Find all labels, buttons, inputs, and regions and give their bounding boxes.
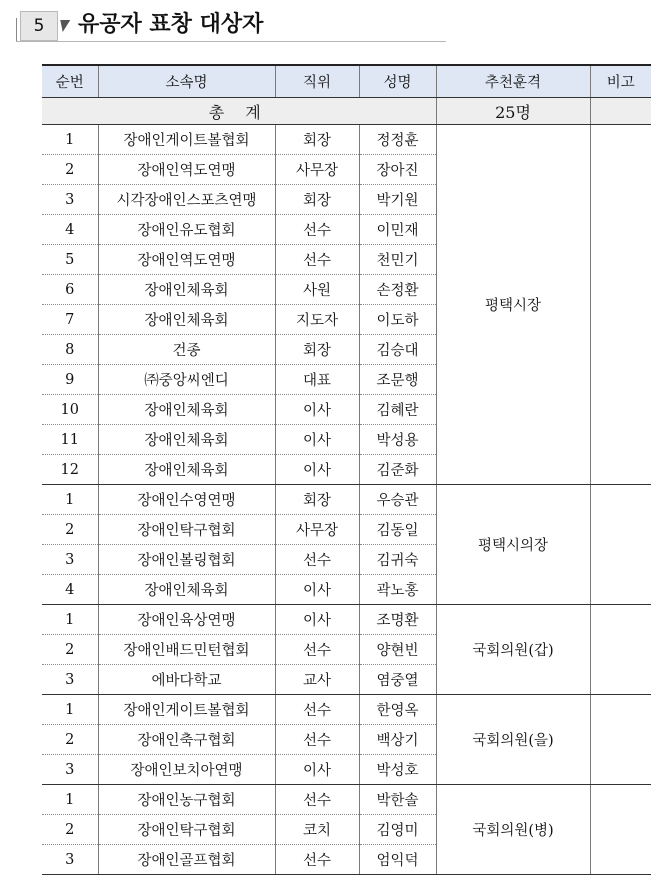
cell-org: 장애인유도협회	[98, 215, 275, 245]
cell-name: 엄익덕	[359, 845, 436, 875]
table-body	[42, 125, 651, 875]
cell-no: 2	[42, 635, 98, 665]
header-no: 순번	[42, 65, 98, 98]
cell-position: 코치	[275, 815, 359, 845]
cell-org: 장애인체육회	[98, 455, 275, 485]
cell-name: 정정훈	[359, 125, 436, 155]
cell-position: 이사	[275, 455, 359, 485]
cell-org: 장애인체육회	[98, 575, 275, 605]
cell-no: 1	[42, 485, 98, 515]
cell-no: 2	[42, 155, 98, 185]
table-row	[42, 785, 651, 815]
cell-org: 장애인체육회	[98, 425, 275, 455]
cell-recommender: 평택시장	[436, 125, 590, 485]
cell-recommender: 국회의원(을)	[436, 695, 590, 785]
cell-org: 에바다학교	[98, 665, 275, 695]
cell-no: 1	[42, 125, 98, 155]
header-underline	[16, 41, 446, 42]
cell-org: 장애인축구협회	[98, 725, 275, 755]
cell-name: 김승대	[359, 335, 436, 365]
cell-org: 장애인보치아연맹	[98, 755, 275, 785]
cell-note	[590, 125, 651, 485]
cell-org: ㈜중앙씨엔디	[98, 365, 275, 395]
cell-no: 7	[42, 305, 98, 335]
cell-name: 백상기	[359, 725, 436, 755]
cell-name: 조명환	[359, 605, 436, 635]
cell-position: 선수	[275, 725, 359, 755]
cell-name: 박한솔	[359, 785, 436, 815]
cell-position: 회장	[275, 485, 359, 515]
cell-position: 대표	[275, 365, 359, 395]
cell-no: 9	[42, 365, 98, 395]
cell-no: 3	[42, 845, 98, 875]
header-position: 직위	[275, 65, 359, 98]
section-header	[16, 8, 656, 44]
cell-name: 이민재	[359, 215, 436, 245]
header-org: 소속명	[98, 65, 275, 98]
cell-org: 건종	[98, 335, 275, 365]
cell-org: 장애인게이트볼협회	[98, 125, 275, 155]
cell-name: 김귀숙	[359, 545, 436, 575]
cell-org: 장애인역도연맹	[98, 245, 275, 275]
cell-no: 11	[42, 425, 98, 455]
cell-no: 10	[42, 395, 98, 425]
cell-position: 사무장	[275, 155, 359, 185]
cell-no: 3	[42, 185, 98, 215]
total-note	[590, 98, 651, 125]
cell-recommender: 국회의원(갑)	[436, 605, 590, 695]
cell-name: 김영미	[359, 815, 436, 845]
cell-org: 장애인체육회	[98, 395, 275, 425]
award-recipients-table	[42, 64, 651, 875]
cell-no: 6	[42, 275, 98, 305]
cell-name: 김혜란	[359, 395, 436, 425]
header-name: 성명	[359, 65, 436, 98]
cell-org: 장애인농구협회	[98, 785, 275, 815]
cell-position: 지도자	[275, 305, 359, 335]
total-row	[42, 98, 651, 125]
cell-org: 장애인골프협회	[98, 845, 275, 875]
cell-no: 1	[42, 605, 98, 635]
cell-name: 김동일	[359, 515, 436, 545]
cell-no: 1	[42, 695, 98, 725]
cell-org: 장애인배드민턴협회	[98, 635, 275, 665]
cell-note	[590, 485, 651, 605]
cell-position: 교사	[275, 665, 359, 695]
cell-org: 장애인볼링협회	[98, 545, 275, 575]
cell-no: 2	[42, 815, 98, 845]
cell-name: 조문행	[359, 365, 436, 395]
cell-position: 선수	[275, 785, 359, 815]
cell-position: 회장	[275, 335, 359, 365]
table-row	[42, 125, 651, 155]
cell-no: 4	[42, 215, 98, 245]
cell-position: 사원	[275, 275, 359, 305]
cell-no: 12	[42, 455, 98, 485]
cell-name: 김준화	[359, 455, 436, 485]
cell-name: 양현빈	[359, 635, 436, 665]
triangle-marker-icon	[58, 20, 71, 32]
cell-no: 5	[42, 245, 98, 275]
cell-org: 장애인수영연맹	[98, 485, 275, 515]
cell-name: 한영옥	[359, 695, 436, 725]
header-recommender: 추천훈격	[436, 65, 590, 98]
table-row	[42, 485, 651, 515]
cell-position: 이사	[275, 575, 359, 605]
cell-no: 3	[42, 545, 98, 575]
cell-position: 사무장	[275, 515, 359, 545]
cell-recommender: 국회의원(병)	[436, 785, 590, 875]
cell-name: 손정환	[359, 275, 436, 305]
header-note: 비고	[590, 65, 651, 98]
cell-note	[590, 785, 651, 875]
cell-name: 우승관	[359, 485, 436, 515]
cell-name: 박기원	[359, 185, 436, 215]
cell-position: 선수	[275, 545, 359, 575]
header-bracket-line	[16, 18, 17, 42]
cell-position: 선수	[275, 695, 359, 725]
section-number: 5	[20, 11, 58, 41]
section-title: 유공자 표창 대상자	[78, 12, 264, 37]
cell-no: 8	[42, 335, 98, 365]
cell-position: 회장	[275, 185, 359, 215]
cell-no: 3	[42, 755, 98, 785]
cell-name: 곽노홍	[359, 575, 436, 605]
cell-org: 장애인탁구협회	[98, 815, 275, 845]
cell-position: 선수	[275, 845, 359, 875]
cell-name: 천민기	[359, 245, 436, 275]
cell-name: 염중열	[359, 665, 436, 695]
cell-note	[590, 605, 651, 695]
cell-no: 2	[42, 725, 98, 755]
table-header-row	[42, 65, 651, 98]
cell-no: 1	[42, 785, 98, 815]
cell-note	[590, 695, 651, 785]
table-row	[42, 695, 651, 725]
cell-no: 3	[42, 665, 98, 695]
cell-position: 선수	[275, 635, 359, 665]
total-value: 25명	[436, 98, 590, 125]
cell-org: 장애인게이트볼협회	[98, 695, 275, 725]
cell-name: 장아진	[359, 155, 436, 185]
table-row	[42, 605, 651, 635]
cell-org: 장애인탁구협회	[98, 515, 275, 545]
cell-org: 장애인육상연맹	[98, 605, 275, 635]
cell-name: 박성용	[359, 425, 436, 455]
cell-no: 4	[42, 575, 98, 605]
cell-org: 시각장애인스포츠연맹	[98, 185, 275, 215]
cell-position: 선수	[275, 215, 359, 245]
cell-no: 2	[42, 515, 98, 545]
cell-org: 장애인체육회	[98, 275, 275, 305]
cell-position: 이사	[275, 395, 359, 425]
cell-position: 회장	[275, 125, 359, 155]
cell-name: 박성호	[359, 755, 436, 785]
cell-position: 이사	[275, 425, 359, 455]
cell-org: 장애인체육회	[98, 305, 275, 335]
cell-recommender: 평택시의장	[436, 485, 590, 605]
cell-name: 이도하	[359, 305, 436, 335]
cell-org: 장애인역도연맹	[98, 155, 275, 185]
cell-position: 이사	[275, 755, 359, 785]
cell-position: 이사	[275, 605, 359, 635]
cell-position: 선수	[275, 245, 359, 275]
total-label: 총 계	[42, 98, 436, 125]
